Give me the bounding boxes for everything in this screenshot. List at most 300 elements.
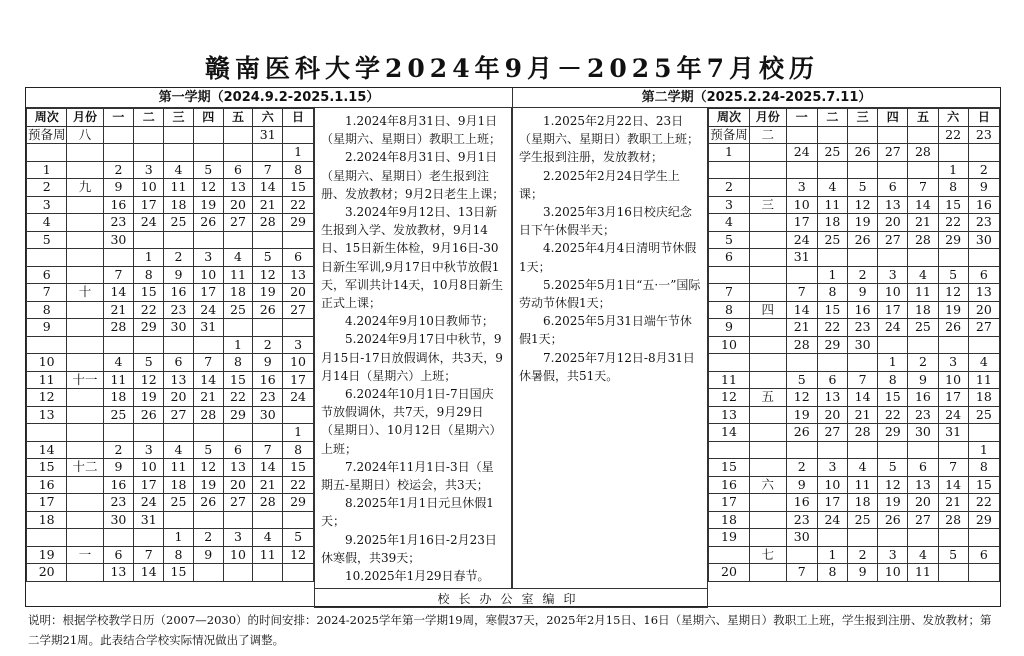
calendar-row bbox=[27, 161, 314, 179]
week-number bbox=[27, 529, 67, 547]
day-cell: 9 bbox=[786, 476, 817, 494]
day-cell: 3 bbox=[878, 266, 908, 284]
day-cell: 15 bbox=[164, 564, 194, 582]
month-label bbox=[67, 301, 103, 319]
month-label bbox=[67, 476, 103, 494]
day-cell bbox=[938, 336, 968, 354]
day-cell: 1 bbox=[164, 529, 194, 547]
day-cell: 6 bbox=[968, 546, 999, 564]
day-cell: 2 bbox=[164, 249, 194, 267]
calendar-row bbox=[27, 214, 314, 232]
day-cell: 17 bbox=[878, 301, 908, 319]
calendar-row bbox=[709, 179, 1000, 197]
week-number: 20 bbox=[27, 564, 67, 582]
day-cell: 7 bbox=[848, 371, 878, 389]
day-cell: 21 bbox=[253, 196, 283, 214]
day-cell: 3 bbox=[878, 546, 908, 564]
calendar-row bbox=[709, 126, 1000, 144]
month-label bbox=[749, 459, 786, 477]
day-cell: 23 bbox=[164, 301, 194, 319]
day-cell: 30 bbox=[968, 231, 999, 249]
day-cell bbox=[283, 231, 314, 249]
week-number: 1 bbox=[27, 161, 67, 179]
day-cell: 31 bbox=[786, 249, 817, 267]
week-number: 15 bbox=[27, 459, 67, 477]
day-cell: 17 bbox=[817, 494, 847, 512]
week-number: 5 bbox=[709, 231, 750, 249]
day-cell: 27 bbox=[817, 424, 847, 442]
day-cell: 13 bbox=[164, 371, 194, 389]
day-cell: 17 bbox=[938, 389, 968, 407]
day-cell: 13 bbox=[103, 564, 134, 582]
calendar-row bbox=[27, 249, 314, 267]
week-number: 9 bbox=[27, 319, 67, 337]
day-cell: 6 bbox=[968, 266, 999, 284]
week-number: 19 bbox=[27, 546, 67, 564]
month-label bbox=[67, 424, 103, 442]
day-cell: 28 bbox=[848, 424, 878, 442]
month-label bbox=[67, 494, 103, 512]
column-header: 三 bbox=[848, 109, 878, 127]
day-cell: 6 bbox=[223, 161, 253, 179]
day-cell: 30 bbox=[103, 231, 134, 249]
day-cell: 18 bbox=[223, 284, 253, 302]
day-cell bbox=[223, 126, 253, 144]
day-cell: 29 bbox=[283, 214, 314, 232]
day-cell: 7 bbox=[103, 266, 134, 284]
day-cell bbox=[938, 564, 968, 582]
day-cell: 10 bbox=[786, 196, 817, 214]
day-cell: 15 bbox=[878, 389, 908, 407]
calendar-row bbox=[709, 319, 1000, 337]
day-cell: 15 bbox=[134, 284, 164, 302]
calendar-row bbox=[27, 284, 314, 302]
calendar-row bbox=[27, 511, 314, 529]
calendar-sheet bbox=[25, 87, 1001, 607]
day-cell: 9 bbox=[968, 179, 999, 197]
day-cell: 24 bbox=[938, 406, 968, 424]
month-label bbox=[749, 266, 786, 284]
day-cell: 11 bbox=[253, 546, 283, 564]
day-cell: 7 bbox=[193, 354, 223, 372]
day-cell: 14 bbox=[193, 371, 223, 389]
week-number: 10 bbox=[709, 336, 750, 354]
calendar-row bbox=[709, 214, 1000, 232]
day-cell bbox=[878, 126, 908, 144]
day-cell: 24 bbox=[878, 319, 908, 337]
day-cell: 4 bbox=[103, 354, 134, 372]
day-cell: 26 bbox=[848, 144, 878, 162]
day-cell: 28 bbox=[193, 406, 223, 424]
day-cell: 21 bbox=[938, 494, 968, 512]
day-cell bbox=[908, 336, 938, 354]
day-cell: 21 bbox=[908, 214, 938, 232]
day-cell: 4 bbox=[908, 546, 938, 564]
calendar-row bbox=[709, 406, 1000, 424]
day-cell bbox=[164, 126, 194, 144]
day-cell: 10 bbox=[283, 354, 314, 372]
month-label bbox=[749, 494, 786, 512]
month-label bbox=[67, 529, 103, 547]
week-number: 16 bbox=[709, 476, 750, 494]
day-cell: 11 bbox=[908, 564, 938, 582]
day-cell bbox=[786, 354, 817, 372]
calendar-row bbox=[709, 511, 1000, 529]
semester1-header: 第一学期（2024.9.2-2025.1.15） bbox=[26, 88, 512, 108]
week-number: 16 bbox=[27, 476, 67, 494]
day-cell: 8 bbox=[817, 284, 847, 302]
calendar-row bbox=[709, 546, 1000, 564]
day-cell bbox=[193, 511, 223, 529]
day-cell: 1 bbox=[817, 266, 847, 284]
day-cell: 13 bbox=[908, 476, 938, 494]
day-cell: 12 bbox=[878, 476, 908, 494]
day-cell: 25 bbox=[817, 231, 847, 249]
note-item: 2.2025年2月24日学生上课； bbox=[519, 168, 680, 201]
day-cell: 7 bbox=[938, 459, 968, 477]
day-cell: 20 bbox=[878, 214, 908, 232]
month-label: 八 bbox=[67, 126, 103, 144]
day-cell: 19 bbox=[193, 196, 223, 214]
day-cell: 15 bbox=[283, 459, 314, 477]
day-cell bbox=[253, 231, 283, 249]
day-cell: 2 bbox=[103, 441, 134, 459]
calendar-row bbox=[709, 161, 1000, 179]
calendar-row bbox=[27, 424, 314, 442]
week-number: 8 bbox=[27, 301, 67, 319]
calendar-row bbox=[709, 371, 1000, 389]
day-cell: 17 bbox=[283, 371, 314, 389]
day-cell: 16 bbox=[253, 371, 283, 389]
week-number: 19 bbox=[709, 529, 750, 547]
calendar-row bbox=[709, 424, 1000, 442]
day-cell: 24 bbox=[817, 511, 847, 529]
month-label bbox=[749, 144, 786, 162]
day-cell: 3 bbox=[786, 179, 817, 197]
calendar-row bbox=[27, 371, 314, 389]
day-cell: 6 bbox=[283, 249, 314, 267]
day-cell bbox=[938, 249, 968, 267]
day-cell: 9 bbox=[103, 179, 134, 197]
day-cell: 22 bbox=[938, 214, 968, 232]
day-cell: 1 bbox=[283, 424, 314, 442]
day-cell bbox=[786, 546, 817, 564]
day-cell bbox=[817, 529, 847, 547]
day-cell bbox=[908, 126, 938, 144]
column-header: 月份 bbox=[67, 109, 103, 127]
day-cell bbox=[164, 231, 194, 249]
calendar-row bbox=[709, 284, 1000, 302]
day-cell bbox=[283, 511, 314, 529]
day-cell: 5 bbox=[193, 161, 223, 179]
day-cell: 5 bbox=[283, 529, 314, 547]
day-cell bbox=[103, 249, 134, 267]
week-number bbox=[709, 546, 750, 564]
day-cell: 21 bbox=[103, 301, 134, 319]
day-cell bbox=[848, 441, 878, 459]
month-label bbox=[749, 564, 786, 582]
semester1-notes bbox=[314, 108, 512, 588]
calendar-row bbox=[709, 249, 1000, 267]
day-cell: 15 bbox=[223, 371, 253, 389]
day-cell: 28 bbox=[253, 494, 283, 512]
column-header: 二 bbox=[134, 109, 164, 127]
day-cell bbox=[968, 529, 999, 547]
day-cell: 20 bbox=[817, 406, 847, 424]
month-label: 五 bbox=[749, 389, 786, 407]
calendar-row bbox=[709, 354, 1000, 372]
day-cell: 7 bbox=[786, 564, 817, 582]
day-cell: 19 bbox=[786, 406, 817, 424]
calendar-row bbox=[709, 266, 1000, 284]
day-cell: 12 bbox=[938, 284, 968, 302]
day-cell: 22 bbox=[134, 301, 164, 319]
day-cell: 30 bbox=[786, 529, 817, 547]
week-number: 14 bbox=[27, 441, 67, 459]
week-number: 7 bbox=[27, 284, 67, 302]
day-cell: 24 bbox=[134, 494, 164, 512]
day-cell: 27 bbox=[164, 406, 194, 424]
day-cell: 25 bbox=[164, 214, 194, 232]
week-number: 8 bbox=[709, 301, 750, 319]
week-number: 14 bbox=[709, 424, 750, 442]
day-cell: 11 bbox=[817, 196, 847, 214]
day-cell: 14 bbox=[253, 179, 283, 197]
day-cell bbox=[968, 144, 999, 162]
day-cell: 20 bbox=[223, 196, 253, 214]
day-cell: 23 bbox=[968, 126, 999, 144]
week-number: 2 bbox=[709, 179, 750, 197]
day-cell: 5 bbox=[938, 266, 968, 284]
note-item: 1.2024年8月31日、9月1日（星期六、星期日）教职工上班； bbox=[321, 114, 502, 147]
day-cell: 4 bbox=[817, 179, 847, 197]
day-cell: 30 bbox=[848, 336, 878, 354]
day-cell: 1 bbox=[223, 336, 253, 354]
day-cell: 25 bbox=[223, 301, 253, 319]
day-cell: 19 bbox=[848, 214, 878, 232]
day-cell: 10 bbox=[134, 459, 164, 477]
note-item: 2.2024年8月31日、9月1日（星期六、星期日）老生报到注册、发放教材；9月2日老生上课； bbox=[321, 150, 505, 201]
day-cell: 21 bbox=[848, 406, 878, 424]
calendar-row bbox=[27, 231, 314, 249]
calendar-row bbox=[709, 336, 1000, 354]
note-item: 6.2025年5月31日端午节休假1天； bbox=[519, 314, 692, 347]
day-cell: 2 bbox=[908, 354, 938, 372]
day-cell: 29 bbox=[134, 319, 164, 337]
day-cell bbox=[223, 144, 253, 162]
day-cell: 6 bbox=[878, 179, 908, 197]
day-cell: 23 bbox=[103, 214, 134, 232]
calendar-row bbox=[27, 266, 314, 284]
day-cell: 29 bbox=[283, 494, 314, 512]
day-cell: 2 bbox=[848, 266, 878, 284]
day-cell: 19 bbox=[193, 476, 223, 494]
day-cell: 24 bbox=[786, 144, 817, 162]
day-cell bbox=[878, 161, 908, 179]
day-cell: 13 bbox=[968, 284, 999, 302]
calendar-row bbox=[709, 494, 1000, 512]
column-header: 日 bbox=[283, 109, 314, 127]
week-number: 预备周 bbox=[27, 126, 66, 142]
day-cell: 25 bbox=[848, 511, 878, 529]
day-cell: 8 bbox=[283, 441, 314, 459]
month-label: 三 bbox=[749, 196, 786, 214]
calendar-row bbox=[27, 546, 314, 564]
calendar-row bbox=[27, 301, 314, 319]
day-cell bbox=[817, 249, 847, 267]
day-cell: 8 bbox=[817, 564, 847, 582]
week-number: 18 bbox=[27, 511, 67, 529]
day-cell bbox=[134, 529, 164, 547]
day-cell: 16 bbox=[848, 301, 878, 319]
day-cell: 16 bbox=[968, 196, 999, 214]
day-cell: 10 bbox=[878, 284, 908, 302]
day-cell bbox=[253, 511, 283, 529]
day-cell bbox=[968, 249, 999, 267]
day-cell: 31 bbox=[253, 126, 283, 144]
day-cell: 18 bbox=[817, 214, 847, 232]
month-label: 一 bbox=[67, 546, 103, 564]
calendar-row bbox=[709, 529, 1000, 547]
note-item: 6.2024年10月1日-7日国庆节放假调休，共7天，9月29日（星期日）、10月12日（星期六）上班； bbox=[321, 387, 502, 456]
day-cell: 28 bbox=[103, 319, 134, 337]
day-cell: 25 bbox=[817, 144, 847, 162]
column-header: 日 bbox=[968, 109, 999, 127]
day-cell bbox=[164, 424, 194, 442]
month-label: 六 bbox=[749, 476, 786, 494]
day-cell bbox=[848, 161, 878, 179]
day-cell: 8 bbox=[223, 354, 253, 372]
day-cell: 13 bbox=[223, 459, 253, 477]
day-cell: 7 bbox=[253, 161, 283, 179]
day-cell bbox=[283, 406, 314, 424]
week-number bbox=[27, 144, 67, 162]
day-cell bbox=[164, 511, 194, 529]
month-label bbox=[67, 389, 103, 407]
day-cell: 11 bbox=[908, 284, 938, 302]
day-cell: 23 bbox=[968, 214, 999, 232]
day-cell: 31 bbox=[193, 319, 223, 337]
day-cell: 10 bbox=[223, 546, 253, 564]
day-cell: 5 bbox=[193, 441, 223, 459]
day-cell bbox=[103, 144, 134, 162]
week-number: 11 bbox=[709, 371, 750, 389]
day-cell: 17 bbox=[786, 214, 817, 232]
month-label bbox=[749, 249, 786, 267]
calendar-row bbox=[709, 459, 1000, 477]
day-cell bbox=[938, 144, 968, 162]
day-cell: 9 bbox=[193, 546, 223, 564]
week-number: 4 bbox=[709, 214, 750, 232]
semester2-header: 第二学期（2025.2.24-2025.7.11） bbox=[512, 88, 1000, 108]
column-header: 三 bbox=[164, 109, 194, 127]
page-title: 赣南医科大学2024年9月－2025年7月校历 bbox=[205, 54, 819, 83]
day-cell: 12 bbox=[253, 266, 283, 284]
note-item: 5.2025年5月1日“五·一”国际劳动节休假1天； bbox=[519, 277, 701, 311]
month-label bbox=[67, 249, 103, 267]
day-cell: 13 bbox=[817, 389, 847, 407]
day-cell: 27 bbox=[968, 319, 999, 337]
column-header: 四 bbox=[193, 109, 223, 127]
week-number: 4 bbox=[27, 214, 67, 232]
day-cell: 10 bbox=[938, 371, 968, 389]
day-cell: 6 bbox=[908, 459, 938, 477]
month-label bbox=[67, 406, 103, 424]
column-header: 六 bbox=[253, 109, 283, 127]
day-cell: 3 bbox=[283, 336, 314, 354]
day-cell bbox=[786, 266, 817, 284]
day-cell: 14 bbox=[253, 459, 283, 477]
day-cell bbox=[938, 441, 968, 459]
day-cell: 5 bbox=[786, 371, 817, 389]
day-cell: 24 bbox=[283, 389, 314, 407]
month-label bbox=[749, 406, 786, 424]
day-cell: 17 bbox=[134, 196, 164, 214]
day-cell: 7 bbox=[134, 546, 164, 564]
day-cell: 25 bbox=[968, 406, 999, 424]
day-cell: 26 bbox=[878, 511, 908, 529]
calendar-row bbox=[27, 441, 314, 459]
day-cell: 10 bbox=[878, 564, 908, 582]
day-cell bbox=[968, 424, 999, 442]
day-cell: 14 bbox=[908, 196, 938, 214]
day-cell: 18 bbox=[908, 301, 938, 319]
column-header: 六 bbox=[938, 109, 968, 127]
month-label bbox=[749, 161, 786, 179]
month-label bbox=[67, 144, 103, 162]
semester1-table bbox=[26, 108, 314, 582]
day-cell: 30 bbox=[103, 511, 134, 529]
note-item: 4.2025年4月4日清明节休假1天； bbox=[519, 241, 697, 274]
week-number: 15 bbox=[709, 459, 750, 477]
calendar-row bbox=[709, 196, 1000, 214]
month-label: 十一 bbox=[67, 371, 103, 389]
day-cell: 20 bbox=[968, 301, 999, 319]
day-cell bbox=[817, 126, 847, 144]
week-number bbox=[27, 249, 67, 267]
day-cell: 5 bbox=[253, 249, 283, 267]
day-cell: 6 bbox=[164, 354, 194, 372]
week-number: 13 bbox=[27, 406, 67, 424]
day-cell: 12 bbox=[134, 371, 164, 389]
day-cell bbox=[817, 441, 847, 459]
day-cell: 17 bbox=[193, 284, 223, 302]
day-cell bbox=[164, 144, 194, 162]
day-cell: 1 bbox=[817, 546, 847, 564]
day-cell: 22 bbox=[817, 319, 847, 337]
calendar-row bbox=[27, 196, 314, 214]
semester2-notes bbox=[512, 108, 708, 588]
day-cell: 29 bbox=[968, 511, 999, 529]
week-number: 6 bbox=[709, 249, 750, 267]
month-label bbox=[67, 336, 103, 354]
note-item: 9.2025年1月16日-2月23日休寒假，共39天； bbox=[321, 532, 497, 565]
calendar-row bbox=[709, 301, 1000, 319]
note-item: 1.2025年2月22日、23日（星期六、星期日）教职工上班；学生报到注册，发放教材； bbox=[519, 114, 700, 165]
day-cell bbox=[134, 144, 164, 162]
day-cell bbox=[817, 354, 847, 372]
note-item: 10.2025年1月29日春节。 bbox=[345, 569, 490, 584]
day-cell: 22 bbox=[878, 406, 908, 424]
day-cell: 2 bbox=[968, 161, 999, 179]
day-cell: 14 bbox=[134, 564, 164, 582]
calendar-row bbox=[27, 144, 314, 162]
week-number: 13 bbox=[709, 406, 750, 424]
note-item: 8.2025年1月1日元旦休假1天； bbox=[321, 496, 494, 529]
day-cell: 2 bbox=[253, 336, 283, 354]
day-cell: 29 bbox=[878, 424, 908, 442]
day-cell: 28 bbox=[938, 511, 968, 529]
